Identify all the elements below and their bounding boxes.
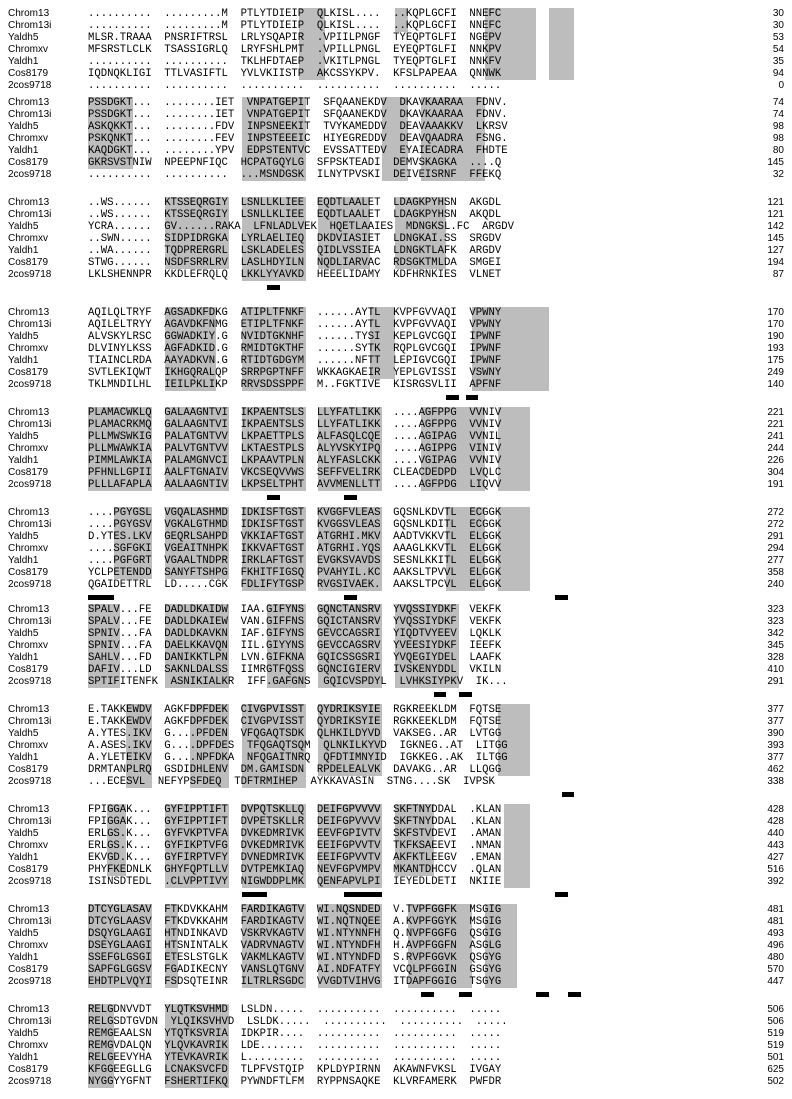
residue-position: 323 <box>767 604 784 615</box>
sequence-segment: PSSDGKT... ........IET VNPATGEPIT SFQAANEKDV DKAVKAARAA FDNV. <box>88 97 508 109</box>
sequence-segment: ..WS...... KTSSEQRGIY LSNLLKLIEE EQDTLAALET LDAGKPYHSN AKQDL <box>88 209 502 221</box>
sequence-segment: QGAIDETTRL LD.....CGK FDLIFYTGSP RVGSIVAEK. AAKSLTPCVL ELGGK <box>88 579 502 591</box>
sequence-segment: .......... .......... ...MSNDGSK ILNYTPVSKI DEIVEISRNF FFEKQ <box>88 169 502 181</box>
residue-position: 190 <box>767 331 784 342</box>
sequence-name: Yaldh5 <box>8 728 39 739</box>
sequence-segment: ..WS...... KTSSEQRGIY LSNLLKLIEE EQDTLAALET LDAGKPYHSN AKGDL <box>88 197 502 209</box>
sequence-segment: SAHLV...FD DANIKKTLPN LVN.GIFKNA GQICSSGSRI YVQEGIYDEL LAAFK <box>88 652 502 664</box>
residue-position: 393 <box>767 740 784 751</box>
sequence-name: Yaldh1 <box>8 245 39 256</box>
sequence-name: Chrom13 <box>8 804 50 815</box>
sequence-name: Yaldh5 <box>8 431 39 442</box>
conservation-marker <box>344 892 382 897</box>
residue-position: 170 <box>767 319 784 330</box>
sequence-name: Yaldh5 <box>8 531 39 542</box>
residue-position: 145 <box>767 233 784 244</box>
sequence-segment: ....PGYGSV VGKALGTHMD IDKISFTGST KVGGSVLEAS GQSNLKDITL ECGGK <box>88 519 502 531</box>
conserved-shading <box>504 852 530 864</box>
conserved-shading <box>504 876 530 888</box>
alignment-block <box>0 507 792 597</box>
residue-position: 428 <box>767 816 784 827</box>
sequence-name: Yaldh5 <box>8 628 39 639</box>
conserved-shading <box>498 519 530 531</box>
residue-position: 142 <box>767 221 784 232</box>
conserved-shading <box>498 764 530 776</box>
conservation-marker <box>344 595 357 600</box>
sequence-segment: NYGGYYGFNT FSHERTIFKQ PYWNDFTLFM RYPPNSAQKE KLVRFAMERK PWFDR <box>88 1076 502 1088</box>
sequence-name: Cos8179 <box>8 367 49 378</box>
sequence-segment: DAFIV...LD SAKNLDALSS IIMRGTFQSS GQNCIGIERV IVSKENYDDL VKILN <box>88 664 502 676</box>
alignment-block <box>0 407 792 497</box>
sequence-name: Cos8179 <box>8 68 49 79</box>
sequence-segment: SPTIFITENFK ASNIKIALKR IFF.GAFGNS GQICVSPDYL LVHKSIYPKV IK... <box>88 676 508 688</box>
sequence-segment: ASKQKKT... ........FDV INPSNEEKIT TVYKAMEDDV DEAVAAAKKV LKRSV <box>88 121 508 133</box>
conserved-shading <box>549 56 575 68</box>
sequence-segment: PIMMLAWKIA PALAMGNVCI LKPAAVTPLN ALYFASLCKK ....VGIPAG VVNIV <box>88 455 502 467</box>
sequence-segment: STWG...... NSDFSRRLRV LASLHDYILN NQDLIARVAC RDSGKTMLDA SMGEI <box>88 257 502 269</box>
conserved-shading <box>498 579 530 591</box>
conserved-shading <box>504 816 530 828</box>
residue-position: 193 <box>767 343 784 354</box>
sequence-name: Cos8179 <box>8 257 49 268</box>
sequence-name: 2cos9718 <box>8 776 52 787</box>
residue-position: 506 <box>767 1016 784 1027</box>
sequence-segment: KFGGEEGLLG LCNAKSVCFD TLPFVSTQIP KPLDYPIRNN AKAWNFVKSL IVGAY <box>88 1064 502 1076</box>
residue-position: 427 <box>767 852 784 863</box>
conservation-marker <box>555 595 568 600</box>
residue-position: 377 <box>767 752 784 763</box>
sequence-name: Yaldh1 <box>8 752 39 763</box>
conserved-shading <box>504 828 530 840</box>
residue-position: 377 <box>767 716 784 727</box>
sequence-name: Chrom13 <box>8 197 50 208</box>
residue-position: 342 <box>767 628 784 639</box>
residue-position: 226 <box>767 455 784 466</box>
sequence-segment: TKLMNDILHL IEILPKLIKP RRVSDSSPPF M..FGKTIVE KISRGSVLII APFNF <box>88 379 502 391</box>
sequence-name: Yaldh1 <box>8 952 39 963</box>
conservation-marker <box>562 792 575 797</box>
residue-position: 121 <box>767 209 784 220</box>
residue-position: 32 <box>772 169 784 180</box>
sequence-name: Cos8179 <box>8 764 49 775</box>
sequence-segment: RELGEEVYHA YTEVKAVRIK L......... .......... .......... ..... <box>88 1052 502 1064</box>
sequence-segment: FPIGGAK... GYFIPPTIFT DVPETSKLLR DEIFGPVVVV SKFTNYDDAL .KLAN <box>88 816 502 828</box>
sequence-segment: SPALV...FE DADLDKAIDW IAA.GIFYNS GQNCTANSRV YVQSSIYDKF VEKFK <box>88 604 502 616</box>
alignment-block <box>0 904 792 994</box>
conservation-marker <box>421 992 434 997</box>
conservation-marker <box>434 692 447 697</box>
residue-position: 304 <box>767 467 784 478</box>
alignment-block <box>0 97 792 187</box>
residue-position: 194 <box>767 257 784 268</box>
conservation-marker <box>344 495 357 500</box>
sequence-segment: DLVINYLKSS AGFADKID.G RMIDTGKTHF ......SYTK RQPLGVCGQI IPWNF <box>88 343 502 355</box>
conserved-shading <box>498 543 530 555</box>
sequence-name: Chromxv <box>8 133 49 144</box>
conservation-marker <box>555 892 568 897</box>
sequence-segment: PSSDGKT... ........IET VNPATGEPIT SFQAANEKDV DKAVKAARAA FDNV. <box>88 109 508 121</box>
residue-position: 440 <box>767 828 784 839</box>
alignment-block <box>0 1004 792 1094</box>
residue-position: 94 <box>772 68 784 79</box>
sequence-name: Chrom13i <box>8 916 52 927</box>
conservation-marker <box>459 992 472 997</box>
sequence-name: Yaldh1 <box>8 652 39 663</box>
sequence-name: 2cos9718 <box>8 676 52 687</box>
residue-position: 328 <box>767 652 784 663</box>
residue-position: 291 <box>767 531 784 542</box>
sequence-segment: KAQDGKT... ........YPV EDPSTENTVC EVSSATTEDV EYAIECADRA FHDTE <box>88 145 508 157</box>
residue-position: 377 <box>767 704 784 715</box>
sequence-segment: PFHNLLGPII AALFTGNAIV VKCSEQVVWS SEFFVELIRK CLEACDEDPD LVQLC <box>88 467 502 479</box>
sequence-name: Yaldh5 <box>8 928 39 939</box>
sequence-name: Chromxv <box>8 740 49 751</box>
sequence-segment: ALVSKYLRSC GGWADKIY.G NVIDTGKNHF ......TYSI KEPLGVCGQI IPWNF <box>88 331 502 343</box>
conserved-shading <box>498 419 530 431</box>
sequence-segment: YCRA...... GV......RAKA LFNLADLVEK HQETLAAIES MDNGKSL.FC ARGDV <box>88 221 514 233</box>
sequence-name: Yaldh5 <box>8 32 39 43</box>
sequence-name: Chrom13i <box>8 716 52 727</box>
sequence-segment: PLLLAFAPLA AALAAGNTIV LKPSELTPHT AVVMENLLTT ....AGFPDG LIQVV <box>88 479 502 491</box>
residue-position: 392 <box>767 876 784 887</box>
sequence-name: Cos8179 <box>8 864 49 875</box>
sequence-segment: ISINSDTEDL .CLVPPTIVY NIGWDDPLMK QENFAPVLPI IEYEDLDETI NKIIE <box>88 876 502 888</box>
residue-position: 447 <box>767 976 784 987</box>
sequence-segment: AQILELTRYY AGAVDKFNMG ETIPLTFNKF ......AYTL KVPFGVVAQI VPWNY <box>88 319 502 331</box>
conserved-shading <box>498 567 530 579</box>
sequence-segment: REMGEAALSN YTQTKSVRIA IDKPIR.... .......... .......... ..... <box>88 1028 502 1040</box>
sequence-name: Chromxv <box>8 1040 49 1051</box>
sequence-name: Chrom13 <box>8 1004 50 1015</box>
conservation-marker <box>242 892 268 897</box>
sequence-name: Chrom13i <box>8 319 52 330</box>
sequence-name: Chrom13 <box>8 507 50 518</box>
sequence-name: Chromxv <box>8 543 49 554</box>
sequence-segment: EHDTPLVQYI FSDSQTEINR ILTRLRSGDC VVGDTVIHVG ITDAPFGGIG TSGYG <box>88 976 502 988</box>
residue-position: 170 <box>767 307 784 318</box>
conserved-shading <box>498 407 530 419</box>
residue-position: 496 <box>767 940 784 951</box>
sequence-name: 2cos9718 <box>8 80 52 91</box>
residue-position: 121 <box>767 197 784 208</box>
residue-position: 506 <box>767 1004 784 1015</box>
sequence-name: Chromxv <box>8 343 49 354</box>
sequence-name: Yaldh5 <box>8 221 39 232</box>
residue-position: 625 <box>767 1064 784 1075</box>
residue-position: 74 <box>772 97 784 108</box>
sequence-segment: .......... .........M PTLYTDIEIP QLKISL.... ..KQPLGCFI NNEFC <box>88 20 502 32</box>
residue-position: 98 <box>772 121 784 132</box>
conserved-shading <box>549 8 575 20</box>
sequence-segment: PSKQNKT... ........FEV INPSTEEEIC HIYEGREDDV DEAVQAADRA FSNG. <box>88 133 508 145</box>
sequence-segment: FPIGGAK... GYFIPPTIFT DVPQTSKLLQ DEIFGPVVVV SKFTNYDDAL .KLAN <box>88 804 502 816</box>
sequence-segment: DSQYGLAAGI HTNDINKAVD VSKRVKAGTV WI.NTYNNFH Q.NVPFGGFG QSGIG <box>88 928 502 940</box>
conserved-shading <box>498 455 530 467</box>
conserved-shading <box>504 864 530 876</box>
residue-position: 145 <box>767 157 784 168</box>
sequence-segment: RELGSDTGVDN YLQIKSVHVD LSLDK..... .......... .......... ..... <box>88 1016 508 1028</box>
sequence-segment: A.YLETEIKV G....NPFDKA NFQGAITNRQ QFDTIMNYID IGKKEG..AK ILTGG <box>88 752 508 764</box>
conserved-shading <box>498 467 530 479</box>
sequence-segment: SPNIV...FA DADLDKAVKN IAF.GIFYNS GEVCCAGSRI YIQDTVYEEV LQKLK <box>88 628 502 640</box>
residue-position: 323 <box>767 616 784 627</box>
sequence-segment: ....PGFGRT VGAALTNDPR IRKLAFTGST EVGKSVAVDS SESNLKKITL ELGGK <box>88 555 502 567</box>
sequence-name: Chromxv <box>8 940 49 951</box>
sequence-segment: SPALV...FE DADLDKAIEW VAN.GIFFNS GQICTANSRV YVQSSIYDKF VEKFK <box>88 616 502 628</box>
sequence-name: Chrom13 <box>8 904 50 915</box>
conserved-shading <box>498 479 530 491</box>
sequence-segment: TIAINCLRDA AAYADKVN.G RTIDTGDGYM ......NFTT LEPIGVCGQI IPWNF <box>88 355 502 367</box>
residue-position: 30 <box>772 20 784 31</box>
sequence-segment: PHYFKEDNLK GHYFQPTLLV DVTPEMKIAQ NEVFGPVMPV MKANTDHCCV .QLAN <box>88 864 502 876</box>
conserved-shading <box>498 555 530 567</box>
alignment-block <box>0 197 792 287</box>
sequence-segment: DTCYGLAASV FTKDVKKAHM FARDIKAGTV WI.NQTNQEE A.KVPFGGYK MSGIG <box>88 916 502 928</box>
sequence-name: Yaldh5 <box>8 121 39 132</box>
residue-position: 291 <box>767 676 784 687</box>
sequence-segment: .......... .......... .......... .......... .......... ..... <box>88 80 502 92</box>
residue-position: 570 <box>767 964 784 975</box>
sequence-name: Yaldh5 <box>8 828 39 839</box>
sequence-name: Chrom13i <box>8 109 52 120</box>
sequence-segment: E.TAKKEWDV AGKFDPFDEK CIVGPVISST QYDRIKSYIE RGKKEEKLDM FQTSE <box>88 716 502 728</box>
conservation-marker <box>88 595 114 600</box>
conserved-shading <box>498 728 530 740</box>
sequence-name: Cos8179 <box>8 157 49 168</box>
sequence-name: Chrom13 <box>8 604 50 615</box>
sequence-segment: MLSR.TRAAA PNSRIFTRSL LRLYSQAPIR .VPIILPNGF TYEQPTGLFI NGEPV <box>88 32 502 44</box>
sequence-segment: D.YTES.LKV GEQRLSAHPD VKKIAFTGST ATGRHI.MKV AADTVKKVTL ELGGK <box>88 531 502 543</box>
residue-position: 516 <box>767 864 784 875</box>
sequence-name: Yaldh1 <box>8 145 39 156</box>
conserved-shading <box>504 840 530 852</box>
sequence-segment: GKRSVSTNIW NPEEPNFIQC HCPATGQYLG SFPSKTEADI DEMVSKAGKA ....Q <box>88 157 502 169</box>
residue-position: 249 <box>767 367 784 378</box>
residue-position: 519 <box>767 1028 784 1039</box>
sequence-segment: IQDNQKLIGI TTLVASIFTL YVLVKIISTP AKCSSYKPV. KFSLPAPEAA QNNWK <box>88 68 502 80</box>
residue-position: 390 <box>767 728 784 739</box>
residue-position: 493 <box>767 928 784 939</box>
sequence-segment: ..SWN..... SIDPIDRGKA LYRLAELIEQ DKDVIASIET LDNGKAI.SS SRGDV <box>88 233 502 245</box>
residue-position: 272 <box>767 519 784 530</box>
sequence-segment: DTCYGLASAV FTKDVKKAHM FARDIKAGTV WI.NQSNDED V.TVPFGGFK MSGIG <box>88 904 502 916</box>
residue-position: 519 <box>767 1040 784 1051</box>
sequence-name: Yaldh1 <box>8 1052 39 1063</box>
alignment-block <box>0 307 792 397</box>
sequence-name: Chrom13i <box>8 20 52 31</box>
sequence-name: Yaldh1 <box>8 355 39 366</box>
sequence-segment: E.TAKKEWDV AGKFDPFDEK CIVGPVISST QYDRIKSYIE RGKREEKLDM FQTSE <box>88 704 502 716</box>
sequence-name: Chrom13i <box>8 209 52 220</box>
residue-position: 338 <box>767 776 784 787</box>
sequence-name: Chrom13i <box>8 419 52 430</box>
sequence-name: Chrom13 <box>8 407 50 418</box>
residue-position: 140 <box>767 379 784 390</box>
sequence-segment: A.YTES.IKV G....PFDEN VFQGAQTSDK QLHKILDYVD VAKSEG..AR LVTGG <box>88 728 502 740</box>
residue-position: 462 <box>767 764 784 775</box>
sequence-name: 2cos9718 <box>8 876 52 887</box>
residue-position: 443 <box>767 840 784 851</box>
sequence-segment: DRMTANPLRQ GSDIDHLENV DM.GAMISDN RPDELEALVK DAVAKG..AR LLQGG <box>88 764 502 776</box>
alignment-block <box>0 804 792 894</box>
conservation-marker <box>568 992 581 997</box>
sequence-segment: EKVGD.K... GYFIRPTVFY DVNEDMRIVK EEIFGPVVTV AKFKTLEEGV .EMAN <box>88 852 502 864</box>
conservation-marker <box>459 692 472 697</box>
sequence-name: Chrom13 <box>8 307 50 318</box>
conserved-shading <box>549 68 575 80</box>
residue-position: 98 <box>772 133 784 144</box>
sequence-segment: SSEFGLGSGI ETESLSTGLK VAKMLKAGTV WI.NTYNDFD S.RVPFGGVK QSGYG <box>88 952 502 964</box>
conservation-marker <box>267 495 280 500</box>
residue-position: 481 <box>767 904 784 915</box>
sequence-name: 2cos9718 <box>8 169 52 180</box>
sequence-name: Cos8179 <box>8 467 49 478</box>
sequence-segment: MFSRSTLCLK TSASSIGRLQ LRYFSHLPMT .VPILLPNGL EYEQPTGLFI NNKPV <box>88 44 502 56</box>
sequence-name: Yaldh5 <box>8 1028 39 1039</box>
sequence-name: Chromxv <box>8 44 49 55</box>
sequence-name: 2cos9718 <box>8 1076 52 1087</box>
alignment-block <box>0 604 792 694</box>
residue-position: 277 <box>767 555 784 566</box>
sequence-name: Yaldh1 <box>8 455 39 466</box>
sequence-name: Cos8179 <box>8 567 49 578</box>
residue-position: 410 <box>767 664 784 675</box>
sequence-name: 2cos9718 <box>8 269 52 280</box>
conserved-shading <box>549 44 575 56</box>
sequence-segment: AQILQLTRYF AGSADKFDKG ATIPLTFNKF ......AYTL KVPFGVVAQI VPWNY <box>88 307 502 319</box>
sequence-name: Chromxv <box>8 840 49 851</box>
sequence-name: Cos8179 <box>8 964 49 975</box>
sequence-segment: PLAMACRKMQ GALAAGNTVI IKPAENTSLS LLYFATLIKK ....AGFPPG VVNIV <box>88 419 502 431</box>
sequence-segment: SAPFGLGGSV FGADIKECNY VANSLQTGNV AI.NDFATFY VCQLPFGGIN GSGYG <box>88 964 502 976</box>
residue-position: 272 <box>767 507 784 518</box>
sequence-name: Chrom13 <box>8 704 50 715</box>
alignment-block <box>0 8 792 98</box>
sequence-name: 2cos9718 <box>8 379 52 390</box>
sequence-name: Chrom13i <box>8 816 52 827</box>
residue-position: 35 <box>772 56 784 67</box>
residue-position: 74 <box>772 109 784 120</box>
sequence-name: Chrom13i <box>8 519 52 530</box>
sequence-segment: YCLPETENDD SANYFTSHPG FKHITFIGSQ PVAHYIL.KC AAKSLTPVVL ELGGK <box>88 567 502 579</box>
sequence-segment: ....PGYGSL VGQALASHMD IDKISFTGST KVGGFVLEAS GQSNLKDVTL ECGGK <box>88 507 502 519</box>
sequence-name: Chromxv <box>8 233 49 244</box>
residue-position: 244 <box>767 443 784 454</box>
residue-position: 127 <box>767 245 784 256</box>
residue-position: 30 <box>772 8 784 19</box>
residue-position: 241 <box>767 431 784 442</box>
sequence-segment: .......... .......... TKLHFDTAEP .VKITLPNGL TYEQPTGLFI NNKFV <box>88 56 502 68</box>
sequence-name: Chrom13 <box>8 97 50 108</box>
sequence-segment: ...ECESVL NEFYPSFDEQ TDFTRMIHEP AYKKAVASIN STNG....SK IVPSK <box>88 776 495 788</box>
sequence-segment: REMGVDALQN YLQVKAVRIK LDE....... .......... .......... ..... <box>88 1040 502 1052</box>
conserved-shading <box>498 507 530 519</box>
alignment-block <box>0 704 792 794</box>
residue-position: 240 <box>767 579 784 590</box>
conserved-shading <box>504 804 530 816</box>
conserved-shading <box>498 716 530 728</box>
residue-position: 175 <box>767 355 784 366</box>
residue-position: 428 <box>767 804 784 815</box>
conservation-marker <box>446 395 459 400</box>
conserved-shading <box>498 443 530 455</box>
sequence-name: Chromxv <box>8 443 49 454</box>
conservation-marker <box>267 285 280 290</box>
conservation-marker <box>536 992 549 997</box>
sequence-segment: LKLSHENNPR KKDLEFRQLQ LKKLYYAVKD HEEELIDAMY KDFHRNKIES VLNET <box>88 269 502 281</box>
sequence-segment: ..WA...... TQDPRERGRL LSKLADELES QIDLVSSIEA LDNGKTLAFK ARGDV <box>88 245 502 257</box>
residue-position: 80 <box>772 145 784 156</box>
sequence-segment: DSEYGLAAGI HTSNINTALK VADRVNAGTV WI.NTYNDFH H.AVPFGGFN ASGLG <box>88 940 502 952</box>
sequence-segment: PLAMACWKLQ GALAAGNTVI IKPAENTSLS LLYFATLIKK ....AGFPPG VVNIV <box>88 407 502 419</box>
residue-position: 87 <box>772 269 784 280</box>
residue-position: 502 <box>767 1076 784 1087</box>
sequence-name: Cos8179 <box>8 664 49 675</box>
sequence-name: Chrom13 <box>8 8 50 19</box>
residue-position: 221 <box>767 407 784 418</box>
sequence-name: Yaldh1 <box>8 555 39 566</box>
sequence-segment: ERLGS.K... GYFVKPTVFA DVKEDMRIVK EEVFGPIVTV SKFSTVDEVI .AMAN <box>88 828 502 840</box>
sequence-segment: SPNIV...FA DAELKKAVQN IIL.GIYYNS GEVCCAGSRV YVEESIYDKF IEEFK <box>88 640 502 652</box>
sequence-segment: A.ASES.IKV G....DPFDES TFQGAQTSQM QLNKILKYVD IGKNEG..AT LITGG <box>88 740 508 752</box>
sequence-name: Chrom13i <box>8 1016 52 1027</box>
residue-position: 480 <box>767 952 784 963</box>
sequence-name: Chromxv <box>8 640 49 651</box>
residue-position: 345 <box>767 640 784 651</box>
sequence-name: 2cos9718 <box>8 579 52 590</box>
residue-position: 0 <box>778 80 784 91</box>
conserved-shading <box>549 32 575 44</box>
residue-position: 54 <box>772 44 784 55</box>
residue-position: 221 <box>767 419 784 430</box>
sequence-segment: .......... .........M PTLYTDIEIP QLKISL.... ..KQPLGCFI NNEFC <box>88 8 502 20</box>
residue-position: 358 <box>767 567 784 578</box>
conserved-shading <box>498 431 530 443</box>
residue-position: 191 <box>767 479 784 490</box>
sequence-segment: PLLMWAWKIA PALVTGNTVV LKTAESTPLS ALYVSKYIPQ ....AGIPPG VINIV <box>88 443 502 455</box>
sequence-segment: RELGDNVVDT YLQTKSVHMD LSLDN..... .......... .......... ..... <box>88 1004 502 1016</box>
conserved-shading <box>549 20 575 32</box>
sequence-name: Yaldh1 <box>8 852 39 863</box>
sequence-segment: SVTLEKIQWT IKHGQRALQP SRRPGPTNFF WKKAGKAEIR YEPLGVISSI VSWNY <box>88 367 502 379</box>
sequence-name: Chrom13i <box>8 616 52 627</box>
conserved-shading <box>498 704 530 716</box>
residue-position: 53 <box>772 32 784 43</box>
residue-position: 501 <box>767 1052 784 1063</box>
conservation-marker <box>466 395 479 400</box>
sequence-name: Yaldh1 <box>8 56 39 67</box>
sequence-name: 2cos9718 <box>8 976 52 987</box>
conserved-shading <box>498 531 530 543</box>
sequence-segment: ERLGS.K... GYFIKPTVFG DVKEDMRIVK EEIFGPVVTV TKFKSAEEVI .NMAN <box>88 840 502 852</box>
sequence-name: 2cos9718 <box>8 479 52 490</box>
sequence-name: Cos8179 <box>8 1064 49 1075</box>
sequence-segment: ....SGFGKI VGEAITNHPK IKKVAFTGST ATGRHI.YQS AAAGLKKVTL ELGGK <box>88 543 502 555</box>
residue-position: 481 <box>767 916 784 927</box>
residue-position: 294 <box>767 543 784 554</box>
sequence-name: Yaldh5 <box>8 331 39 342</box>
sequence-segment: PLLMWSWKIG PALATGNTVV LKPAETTPLS ALFASQLCQE ....AGIPAG VVNIL <box>88 431 502 443</box>
